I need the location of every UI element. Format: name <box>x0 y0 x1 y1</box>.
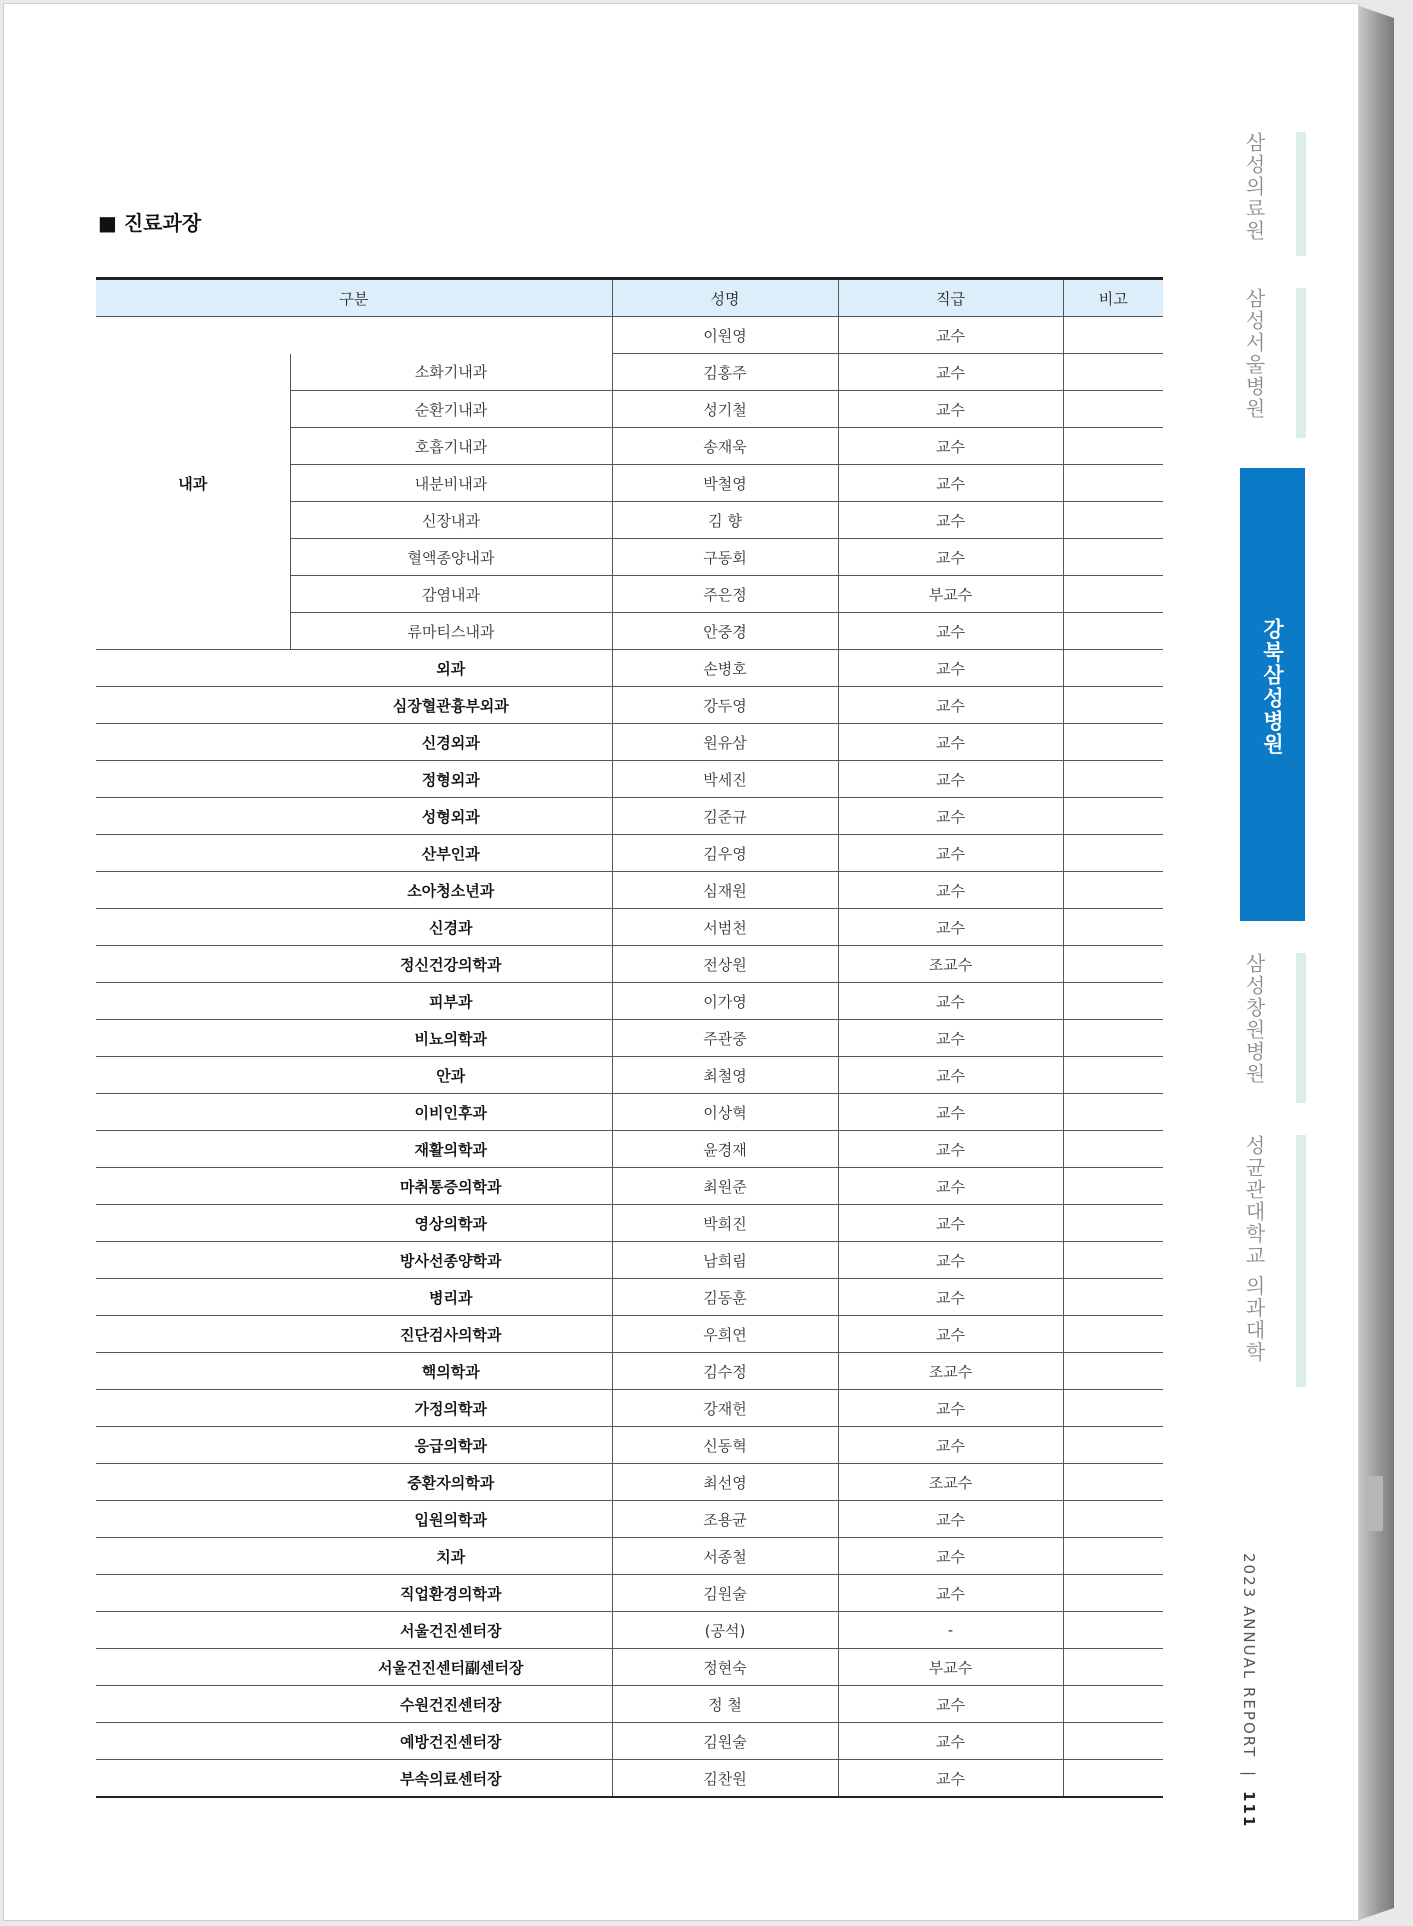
name-cell: 주관중 <box>612 1020 838 1057</box>
table-row <box>96 1612 1163 1649</box>
rank-cell: 부교수 <box>838 576 1063 613</box>
dept-cell: 가정의학과 <box>290 1390 612 1427</box>
row-spacer-cell <box>96 1575 290 1612</box>
table-row <box>96 1649 1163 1686</box>
note-cell <box>1063 724 1163 761</box>
note-cell <box>1063 1094 1163 1131</box>
table-row <box>96 1353 1163 1390</box>
note-cell <box>1063 1353 1163 1390</box>
name-cell: 구동회 <box>612 539 838 576</box>
note-cell <box>1063 1427 1163 1464</box>
dept-cell: 이비인후과 <box>290 1094 612 1131</box>
row-spacer-cell <box>96 1538 290 1575</box>
row-spacer-cell <box>96 1760 290 1798</box>
name-cell: 최선영 <box>612 1464 838 1501</box>
dept-cell: 서울건진센터副센터장 <box>290 1649 612 1686</box>
row-spacer-cell <box>96 909 290 946</box>
rank-cell: 조교수 <box>838 1353 1063 1390</box>
name-cell: 이가영 <box>612 983 838 1020</box>
table-row <box>96 1094 1163 1131</box>
dept-cell: 중환자의학과 <box>290 1464 612 1501</box>
note-cell <box>1063 835 1163 872</box>
name-cell: 심재원 <box>612 872 838 909</box>
row-spacer-cell <box>96 1353 290 1390</box>
rank-cell: 교수 <box>838 317 1063 354</box>
dept-cell: 외과 <box>290 650 612 687</box>
name-cell: 우희연 <box>612 1316 838 1353</box>
note-cell <box>1063 613 1163 650</box>
report-separator: | <box>1240 1771 1258 1779</box>
name-cell: 원유삼 <box>612 724 838 761</box>
name-cell: 김원술 <box>612 1575 838 1612</box>
table-row <box>96 687 1163 724</box>
rank-cell: 교수 <box>838 539 1063 576</box>
name-cell: 김우영 <box>612 835 838 872</box>
note-cell <box>1063 428 1163 465</box>
rank-cell: 교수 <box>838 761 1063 798</box>
tab-bar-samsung-seoul <box>1296 288 1306 438</box>
table-row <box>96 1242 1163 1279</box>
dept-cell: 진단검사의학과 <box>290 1316 612 1353</box>
row-spacer-cell <box>96 1020 290 1057</box>
note-cell <box>1063 983 1163 1020</box>
table-row <box>96 650 1163 687</box>
tab-bar-samsung-medical <box>1296 132 1306 256</box>
row-spacer-cell <box>96 1427 290 1464</box>
subdept-cell: 내분비내과 <box>290 465 612 502</box>
dept-naegwa: 내과 <box>96 317 290 650</box>
rank-cell: 교수 <box>838 1575 1063 1612</box>
side-tab-kangbuk-samsung[interactable] <box>1240 468 1305 921</box>
rank-cell: 교수 <box>838 872 1063 909</box>
row-spacer-cell <box>96 1390 290 1427</box>
dept-cell: 직업환경의학과 <box>290 1575 612 1612</box>
subdept-cell: 순환기내과 <box>290 391 612 428</box>
rank-cell: 교수 <box>838 1723 1063 1760</box>
rank-cell: 교수 <box>838 1501 1063 1538</box>
subdept-cell: 혈액종양내과 <box>290 539 612 576</box>
note-cell <box>1063 1020 1163 1057</box>
note-cell <box>1063 1501 1163 1538</box>
dept-cell: 마취통증의학과 <box>290 1168 612 1205</box>
table-row <box>96 1279 1163 1316</box>
row-spacer-cell <box>96 1131 290 1168</box>
dept-cell: 정신건강의학과 <box>290 946 612 983</box>
row-spacer-cell <box>96 650 290 687</box>
dept-cell: 소아청소년과 <box>290 872 612 909</box>
header-rank: 직급 <box>838 279 1063 317</box>
table-row <box>96 1760 1163 1798</box>
name-cell: 김홍주 <box>612 354 838 391</box>
note-cell <box>1063 687 1163 724</box>
row-spacer-cell <box>96 724 290 761</box>
tab-bar-samsung-changwon <box>1296 953 1306 1103</box>
dept-cell: 영상의학과 <box>290 1205 612 1242</box>
name-cell: 안중경 <box>612 613 838 650</box>
rank-cell: 교수 <box>838 502 1063 539</box>
subdept-cell: 호흡기내과 <box>290 428 612 465</box>
note-cell <box>1063 650 1163 687</box>
row-spacer-cell <box>96 983 290 1020</box>
row-spacer-cell <box>96 946 290 983</box>
header-note: 비고 <box>1063 279 1163 317</box>
row-spacer-cell <box>96 1316 290 1353</box>
name-cell: 강두영 <box>612 687 838 724</box>
dept-cell: 병리과 <box>290 1279 612 1316</box>
row-spacer-cell <box>96 1501 290 1538</box>
dept-cell: 입원의학과 <box>290 1501 612 1538</box>
name-cell: 최철영 <box>612 1057 838 1094</box>
name-cell: 박세진 <box>612 761 838 798</box>
row-spacer-cell <box>96 1649 290 1686</box>
note-cell <box>1063 1612 1163 1649</box>
table-row <box>96 1723 1163 1760</box>
name-cell: 남희림 <box>612 1242 838 1279</box>
table-header-row <box>96 279 1163 317</box>
row-spacer-cell <box>96 1205 290 1242</box>
rank-cell: 교수 <box>838 983 1063 1020</box>
table-row <box>96 317 1163 354</box>
subdept-cell: 감염내과 <box>290 576 612 613</box>
dept-cell: 안과 <box>290 1057 612 1094</box>
side-tab-samsung-medical[interactable]: 삼성의료원 <box>1242 132 1266 242</box>
note-cell <box>1063 1723 1163 1760</box>
rank-cell: 교수 <box>838 1094 1063 1131</box>
name-cell: 송재욱 <box>612 428 838 465</box>
row-spacer-cell <box>96 1612 290 1649</box>
note-cell <box>1063 798 1163 835</box>
table-row <box>96 1168 1163 1205</box>
note-cell <box>1063 576 1163 613</box>
rank-cell: 교수 <box>838 1390 1063 1427</box>
side-tab-skku-medicine[interactable]: 성균관대학교 의과대학 <box>1242 1135 1266 1364</box>
row-spacer-cell <box>96 1686 290 1723</box>
name-cell: 최원준 <box>612 1168 838 1205</box>
rank-cell: 교수 <box>838 1279 1063 1316</box>
rank-cell: 조교수 <box>838 1464 1063 1501</box>
rank-cell: 교수 <box>838 1057 1063 1094</box>
row-spacer-cell <box>96 872 290 909</box>
rank-cell: 교수 <box>838 1205 1063 1242</box>
subdept-cell: 소화기내과 <box>290 354 612 391</box>
note-cell <box>1063 909 1163 946</box>
name-cell: 서종철 <box>612 1538 838 1575</box>
row-spacer-cell <box>96 1242 290 1279</box>
dept-cell: 응급의학과 <box>290 1427 612 1464</box>
row-spacer-cell <box>96 761 290 798</box>
note-cell <box>1063 946 1163 983</box>
dept-cell: 산부인과 <box>290 835 612 872</box>
rank-cell: 교수 <box>838 650 1063 687</box>
table-row <box>96 1390 1163 1427</box>
table-row <box>96 946 1163 983</box>
table-row <box>96 724 1163 761</box>
table-row <box>96 1131 1163 1168</box>
table-row <box>96 1575 1163 1612</box>
rank-cell: 교수 <box>838 1131 1063 1168</box>
table-row <box>96 1316 1163 1353</box>
subdept-cell: 류마티스내과 <box>290 613 612 650</box>
rank-cell: 교수 <box>838 465 1063 502</box>
report-title: 2023 ANNUAL REPORT <box>1240 1553 1258 1759</box>
table-row <box>96 1464 1163 1501</box>
rank-cell: 교수 <box>838 613 1063 650</box>
dept-cell: 부속의료센터장 <box>290 1760 612 1798</box>
name-cell: 김준규 <box>612 798 838 835</box>
name-cell: 강재헌 <box>612 1390 838 1427</box>
name-cell: 조용균 <box>612 1501 838 1538</box>
name-cell: 박철영 <box>612 465 838 502</box>
name-cell: 정 철 <box>612 1686 838 1723</box>
note-cell <box>1063 1538 1163 1575</box>
rank-cell: 교수 <box>838 354 1063 391</box>
table-row <box>96 835 1163 872</box>
rank-cell: - <box>838 1612 1063 1649</box>
row-spacer-cell <box>96 687 290 724</box>
name-cell: 박희진 <box>612 1205 838 1242</box>
rank-cell: 부교수 <box>838 1649 1063 1686</box>
dept-cell: 정형외과 <box>290 761 612 798</box>
row-spacer-cell <box>96 835 290 872</box>
table-row <box>96 1686 1163 1723</box>
note-cell <box>1063 1760 1163 1798</box>
book-edge <box>1359 6 1394 1920</box>
note-cell <box>1063 1390 1163 1427</box>
note-cell <box>1063 1316 1163 1353</box>
header-name: 성명 <box>612 279 838 317</box>
page-number: 111 <box>1240 1790 1258 1829</box>
annual-report-footer <box>1240 1553 1258 1828</box>
name-cell: 서범천 <box>612 909 838 946</box>
row-spacer-cell <box>96 1723 290 1760</box>
rank-cell: 교수 <box>838 1538 1063 1575</box>
row-spacer-cell <box>96 1057 290 1094</box>
table-row <box>96 909 1163 946</box>
rank-cell: 교수 <box>838 835 1063 872</box>
rank-cell: 교수 <box>838 391 1063 428</box>
note-cell <box>1063 1686 1163 1723</box>
rank-cell: 교수 <box>838 1427 1063 1464</box>
table-row <box>96 1057 1163 1094</box>
rank-cell: 교수 <box>838 1316 1063 1353</box>
section-title <box>98 206 201 236</box>
subdept-cell <box>290 317 612 354</box>
rank-cell: 교수 <box>838 724 1063 761</box>
edge-notch <box>1367 1476 1383 1531</box>
name-cell: 김수정 <box>612 1353 838 1390</box>
row-spacer-cell <box>96 1168 290 1205</box>
note-cell <box>1063 1279 1163 1316</box>
dept-cell: 핵의학과 <box>290 1353 612 1390</box>
name-cell: 윤경재 <box>612 1131 838 1168</box>
row-spacer-cell <box>96 1464 290 1501</box>
dept-cell: 성형외과 <box>290 798 612 835</box>
side-tab-samsung-changwon[interactable]: 삼성창원병원 <box>1242 953 1266 1085</box>
table-row <box>96 761 1163 798</box>
rank-cell: 교수 <box>838 1020 1063 1057</box>
table-row <box>96 1427 1163 1464</box>
dept-cell: 신경과 <box>290 909 612 946</box>
note-cell <box>1063 1649 1163 1686</box>
table-row <box>96 1501 1163 1538</box>
rank-cell: 교수 <box>838 428 1063 465</box>
rank-cell: 교수 <box>838 909 1063 946</box>
note-cell <box>1063 761 1163 798</box>
dept-cell: 신경외과 <box>290 724 612 761</box>
name-cell: 이원영 <box>612 317 838 354</box>
name-cell: 성기철 <box>612 391 838 428</box>
table-row <box>96 1020 1163 1057</box>
row-spacer-cell <box>96 798 290 835</box>
note-cell <box>1063 502 1163 539</box>
note-cell <box>1063 391 1163 428</box>
note-cell <box>1063 1057 1163 1094</box>
dept-cell: 방사선종양학과 <box>290 1242 612 1279</box>
rank-cell: 교수 <box>838 798 1063 835</box>
name-cell: 김 향 <box>612 502 838 539</box>
department-heads-table <box>96 277 1163 1798</box>
section-title-text: ■ 진료과장 <box>98 210 202 235</box>
row-spacer-cell <box>96 1094 290 1131</box>
table-row <box>96 983 1163 1020</box>
note-cell <box>1063 317 1163 354</box>
note-cell <box>1063 1464 1163 1501</box>
name-cell: 이상혁 <box>612 1094 838 1131</box>
name-cell: (공석) <box>612 1612 838 1649</box>
table-row <box>96 1538 1163 1575</box>
dept-cell: 예방건진센터장 <box>290 1723 612 1760</box>
note-cell <box>1063 1131 1163 1168</box>
side-tab-samsung-seoul[interactable]: 삼성서울병원 <box>1242 288 1266 420</box>
name-cell: 김동훈 <box>612 1279 838 1316</box>
table-row <box>96 798 1163 835</box>
name-cell: 신동혁 <box>612 1427 838 1464</box>
table-row <box>96 872 1163 909</box>
note-cell <box>1063 1242 1163 1279</box>
note-cell <box>1063 539 1163 576</box>
rank-cell: 교수 <box>838 1242 1063 1279</box>
dept-cell: 치과 <box>290 1538 612 1575</box>
name-cell: 전상원 <box>612 946 838 983</box>
name-cell: 김찬원 <box>612 1760 838 1798</box>
note-cell <box>1063 465 1163 502</box>
name-cell: 주은정 <box>612 576 838 613</box>
dept-cell: 피부과 <box>290 983 612 1020</box>
dept-cell: 서울건진센터장 <box>290 1612 612 1649</box>
side-tab-kangbuk-label: 강북삼성병원 <box>1260 618 1285 756</box>
note-cell <box>1063 1575 1163 1612</box>
note-cell <box>1063 1205 1163 1242</box>
dept-cell: 수원건진센터장 <box>290 1686 612 1723</box>
rank-cell: 교수 <box>838 1168 1063 1205</box>
subdept-cell: 신장내과 <box>290 502 612 539</box>
name-cell: 김원술 <box>612 1723 838 1760</box>
row-spacer-cell <box>96 1279 290 1316</box>
note-cell <box>1063 1168 1163 1205</box>
table-row <box>96 1205 1163 1242</box>
note-cell <box>1063 872 1163 909</box>
rank-cell: 교수 <box>838 1760 1063 1798</box>
dept-cell: 비뇨의학과 <box>290 1020 612 1057</box>
header-category: 구분 <box>96 279 612 317</box>
name-cell: 손병호 <box>612 650 838 687</box>
dept-cell: 심장혈관흉부외과 <box>290 687 612 724</box>
rank-cell: 조교수 <box>838 946 1063 983</box>
note-cell <box>1063 354 1163 391</box>
tab-bar-skku-medicine <box>1296 1135 1306 1387</box>
name-cell: 정현숙 <box>612 1649 838 1686</box>
rank-cell: 교수 <box>838 1686 1063 1723</box>
rank-cell: 교수 <box>838 687 1063 724</box>
dept-cell: 재활의학과 <box>290 1131 612 1168</box>
